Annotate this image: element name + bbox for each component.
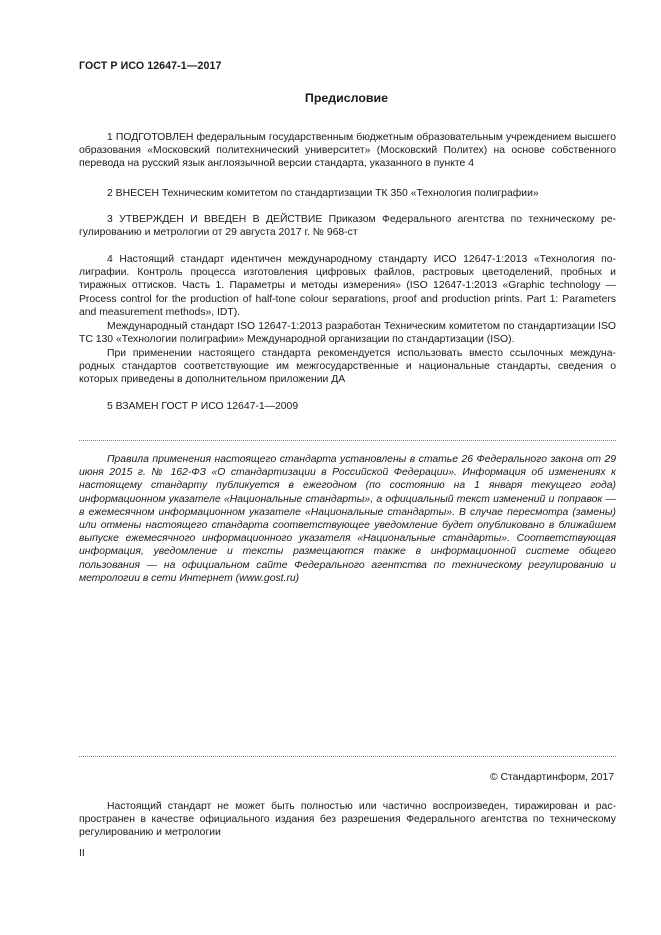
copyright-line: © Стандартинформ, 2017	[489, 772, 614, 783]
preface-item-1: 1 ПОДГОТОВЛЕН федеральным государственным бюджетным образовательным учреждением высшего образования «Московский политехнический университет» (Московский Политех) на основе собственного перевода на русский язык англоязычной версии стандарта, указанного в пункте 4	[79, 132, 616, 170]
preface-title: Предисловие	[304, 91, 389, 105]
preface-item-4-application-note: При применении настоящего стандарта рекомендуется использовать вместо ссылочных международных стандартов соответствующие им межгосударственные и национальные стандарты, сведения о которых приведены в дополнительном приложении ДА	[79, 348, 616, 386]
reproduction-rights-notice: Настоящий стандарт не может быть полностью или частично воспроизведен, тиражирован и распространен в качестве официального издания без разрешения Федерального агентства по техническому регулированию и метрологии	[79, 801, 616, 839]
standards-notice: Правила применения настоящего стандарта установлены в статье 26 Федерального закона от 29 июня 2015 г. № 162-ФЗ «О стандартизации в Российской Федерации». Информация об изменениях к настоящему стандарту публикуется в ежегодном (по состоянию на 1 января текущего года) информационном указателе «Национальные стандарты», а официальный текст изменений и поправок — в ежемесячном информационном указателе «Национальные стандарты». В случае пересмотра (замены) или отмены настоящего стандарта соответствующее уведомление будет опубликовано в ближайшем выпуске ежемесячного информационного указателя «Национальные стандарты». Соответствующая информация, уведомление и тексты размещаются также в информационной системе общего пользования — на официальном сайте Федерального агентства по техническому регулированию и метрологии в сети Интернет (www.gost.ru)	[79, 454, 616, 584]
notice-divider-top	[79, 440, 616, 441]
notice-divider-bottom	[79, 756, 616, 757]
preface-item-4: 4 Настоящий стандарт идентичен международному стандарту ИСО 12647-1:2013 «Технология полиграфии. Контроль процесса изготовления цифровых файлов, растровых цветоделений, пробных и тиражных оттисков. Часть 1. Параметры и методы измерения» (ISO 12647-1:2013 «Graphic technology — Process control for the production of half-tone colour separations, proof and production prints. Part 1: Parameters and measurement methods», IDT).	[79, 254, 616, 318]
preface-item-3: 3 УТВЕРЖДЕН И ВВЕДЕН В ДЕЙСТВИЕ Приказом Федерального агентства по техническому регулированию и метрологии от 29 августа 2017 г. № 968-ст	[79, 214, 616, 239]
document-code: ГОСТ Р ИСО 12647-1—2017	[79, 60, 222, 72]
preface-item-4-iso-note: Международный стандарт ISO 12647-1:2013 разработан Техническим комитетом по стандартизации ISO TC 130 «Технологии полиграфии» Международной организации по стандартизации (ISO).	[79, 321, 616, 346]
preface-item-5: 5 ВЗАМЕН ГОСТ Р ИСО 12647-1—2009	[107, 401, 299, 412]
page-number: II	[79, 848, 85, 859]
preface-item-2: 2 ВНЕСЕН Техническим комитетом по стандартизации ТК 350 «Технология полиграфии»	[107, 188, 539, 199]
